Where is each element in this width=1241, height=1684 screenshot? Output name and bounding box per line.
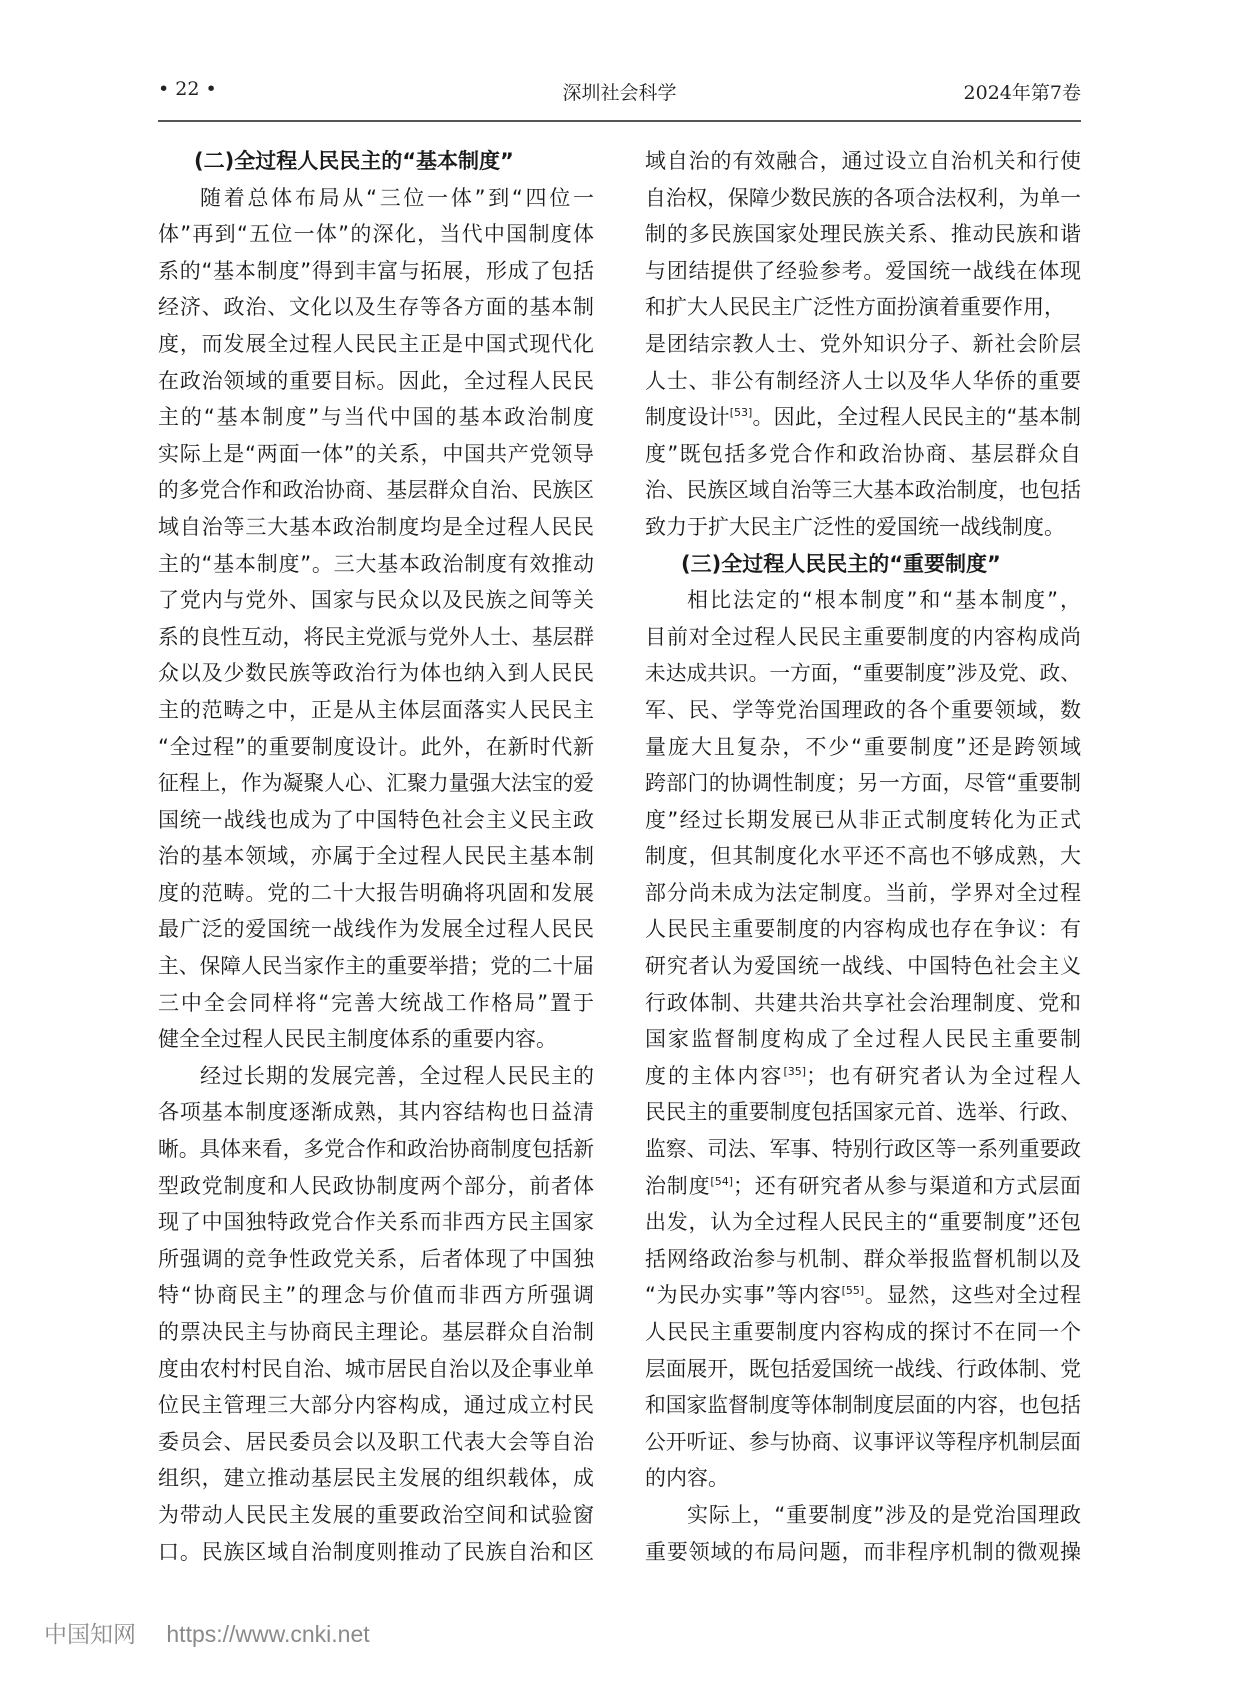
- section-heading: [645, 546, 1081, 583]
- text-line: [158, 436, 594, 473]
- line-text: 晰。具体来看，多党合作和政治协商制度包括新: [158, 1137, 594, 1162]
- line-text: “为民办实事”等内容: [645, 1283, 842, 1308]
- line-text: 致力于扩大民主广泛性的爱国统一战线制度。: [645, 514, 1065, 539]
- left-column: [158, 143, 594, 1570]
- line-text: 征程上，作为凝聚人心、汇聚力量强大法宝的爱: [158, 771, 594, 796]
- text-line: [645, 1058, 1081, 1095]
- line-text: 度由农村村民自治、城市居民自治以及企事业单: [158, 1356, 594, 1381]
- line-text: 主、保障人民当家作主的重要举措；党的二十届: [158, 954, 594, 979]
- citation-ref: [55]: [841, 1284, 865, 1298]
- right-column: [645, 143, 1081, 1570]
- text-line: [158, 619, 594, 656]
- text-line: [645, 253, 1081, 290]
- line-text: 系的良性互动，将民主党派与党外人士、基层群: [158, 624, 594, 649]
- text-line: [158, 546, 594, 583]
- text-line: [158, 1168, 594, 1205]
- text-line: [645, 1094, 1081, 1131]
- line-text: 和国家监督制度等体制制度层面的内容，也包括: [645, 1393, 1081, 1418]
- line-text: 现了中国独特政党合作关系而非西方民主国家: [158, 1210, 594, 1235]
- text-line: [645, 911, 1081, 948]
- line-text: 度”经过长期发展已从非正式制度转化为正式: [645, 807, 1081, 832]
- text-line: [158, 655, 594, 692]
- line-text: 主的“基本制度”与当代中国的基本政治制度: [158, 405, 594, 430]
- line-text: 人民民主重要制度的内容构成也存在争议：有: [645, 917, 1081, 942]
- line-text: 国统一战线也成为了中国特色社会主义民主政: [158, 807, 594, 832]
- line-text: ；还有研究者从参与渠道和方式层面: [733, 1173, 1081, 1198]
- text-line: [158, 802, 594, 839]
- line-text: 系的“基本制度”得到丰富与拓展，形成了包括: [158, 258, 594, 283]
- text-line: [645, 1131, 1081, 1168]
- header-rule: [158, 120, 1081, 122]
- line-text: 层面展开，既包括爱国统一战线、行政体制、党: [645, 1356, 1081, 1381]
- text-line: [158, 1131, 594, 1168]
- text-line: [645, 985, 1081, 1022]
- text-line: [645, 765, 1081, 802]
- running-header: [158, 78, 1081, 114]
- text-line: [158, 1314, 594, 1351]
- line-text: 和扩大人民民主广泛性方面扮演着重要作用，: [645, 295, 1065, 320]
- line-text: 主的“基本制度”。三大基本政治制度有效推动: [158, 551, 594, 576]
- text-line: [158, 1241, 594, 1278]
- line-text: 所强调的竞争性政党关系，后者体现了中国独: [158, 1246, 594, 1271]
- line-text: 域自治等三大基本政治制度均是全过程人民民: [158, 514, 594, 539]
- text-line: [645, 1204, 1081, 1241]
- line-text: 治、民族区域自治等三大基本政治制度，也包括: [645, 478, 1081, 503]
- text-line: [645, 143, 1081, 180]
- line-text: ；也有研究者认为全过程人: [806, 1063, 1081, 1088]
- text-line: [645, 619, 1081, 656]
- text-line: [645, 216, 1081, 253]
- line-text: 行政体制、共建共治共享社会治理制度、党和: [645, 990, 1081, 1015]
- text-line: [158, 729, 594, 766]
- text-line: [158, 765, 594, 802]
- cnki-watermark: [44, 1616, 394, 1649]
- line-text: “全过程”的重要制度设计。此外，在新时代新: [158, 734, 594, 759]
- text-line: [645, 399, 1081, 436]
- line-text: 是团结宗教人士、党外知识分子、新社会阶层: [645, 331, 1081, 356]
- text-line: [158, 289, 594, 326]
- line-text: 目前对全过程人民民主重要制度的内容构成尚: [645, 624, 1081, 649]
- line-text: 部分尚未成为法定制度。当前，学界对全过程: [645, 880, 1081, 905]
- text-line: [645, 802, 1081, 839]
- line-text: (二)全过程人民民主的“基本制度”: [194, 149, 514, 173]
- text-line: [158, 1534, 594, 1571]
- text-line: [158, 985, 594, 1022]
- text-line: [645, 363, 1081, 400]
- line-text: 人民民主重要制度内容构成的探讨不在同一个: [645, 1320, 1081, 1344]
- line-text: 体”再到“五位一体”的深化，当代中国制度体: [158, 222, 594, 247]
- line-text: 未达成共识。一方面，“重要制度”涉及党、政、: [645, 661, 1081, 686]
- line-text: 健全全过程人民民主制度体系的重要内容。: [158, 1027, 557, 1052]
- line-text: 制度，但其制度化水平还不高也不够成熟，大: [645, 844, 1081, 869]
- text-line: [158, 948, 594, 985]
- line-text: 民民主的重要制度包括国家元首、选举、行政、: [645, 1100, 1081, 1125]
- line-text: 在政治领域的重要目标。因此，全过程人民民: [158, 368, 594, 393]
- text-line: [645, 289, 1081, 326]
- text-line: [158, 1277, 594, 1314]
- text-line: [158, 1424, 594, 1461]
- line-text: 。因此，全过程人民民主的“基本制: [752, 405, 1081, 430]
- text-line: [645, 1314, 1081, 1351]
- line-text: 度，而发展全过程人民民主正是中国式现代化: [158, 331, 594, 356]
- line-text: 。显然，这些对全过程: [864, 1283, 1081, 1308]
- line-text: 公开听证、参与协商、议事评议等程序机制层面: [645, 1429, 1081, 1454]
- text-line: [645, 1351, 1081, 1388]
- text-line: [158, 582, 594, 619]
- citation-ref: [35]: [783, 1064, 807, 1078]
- page-number: • 22 •: [158, 78, 217, 100]
- text-line: [645, 692, 1081, 729]
- line-text: 了党内与党外、国家与民众以及民族之间等关: [158, 588, 594, 613]
- line-text: (三)全过程人民民主的“重要制度”: [681, 551, 1001, 576]
- text-line: [158, 1387, 594, 1424]
- text-line: [645, 1241, 1081, 1278]
- line-text: 度的主体内容: [645, 1063, 784, 1088]
- text-line: [645, 1497, 1081, 1534]
- text-line: [645, 838, 1081, 875]
- line-text: 量庞大且复杂，不少“重要制度”还是跨领域: [645, 734, 1081, 759]
- text-line: [645, 1534, 1081, 1571]
- text-line: [158, 216, 594, 253]
- line-text: 为带动人民民主发展的重要政治空间和试验窗: [158, 1502, 594, 1527]
- line-text: 制的多民族国家处理民族关系、推动民族和谐: [645, 222, 1081, 247]
- text-line: [645, 1168, 1081, 1205]
- line-text: 经过长期的发展完善，全过程人民民主的: [200, 1063, 594, 1088]
- line-text: 自治权，保障少数民族的各项合法权利，为单一: [645, 185, 1081, 210]
- text-line: [645, 729, 1081, 766]
- text-line: [645, 472, 1081, 509]
- text-line: [645, 582, 1081, 619]
- text-line: [158, 363, 594, 400]
- text-line: [645, 1021, 1081, 1058]
- line-text: 的内容。: [645, 1466, 729, 1491]
- line-text: 位民主管理三大部分内容构成，通过成立村民: [158, 1393, 594, 1418]
- line-text: 制度设计: [645, 405, 730, 430]
- watermark-url: https://www.cnki.net: [166, 1621, 370, 1647]
- line-text: 括网络政治参与机制、群众举报监督机制以及: [645, 1246, 1081, 1271]
- line-text: 三中全会同样将“完善大统战工作格局”置于: [158, 990, 594, 1015]
- text-line: [158, 875, 594, 912]
- text-line: [645, 509, 1081, 546]
- text-line: [645, 326, 1081, 363]
- text-line: [158, 1497, 594, 1534]
- watermark-name: 中国知网: [44, 1621, 136, 1647]
- line-text: 经济、政治、文化以及生存等各方面的基本制: [158, 295, 594, 320]
- line-text: 度的范畴。党的二十大报告明确将巩固和发展: [158, 880, 594, 905]
- text-line: [158, 1058, 594, 1095]
- text-line: [158, 1460, 594, 1497]
- text-line: [645, 948, 1081, 985]
- text-line: [645, 1387, 1081, 1424]
- line-text: 与团结提供了经验参考。爱国统一战线在体现: [645, 258, 1081, 283]
- line-text: 随着总体布局从“三位一体”到“四位一: [200, 185, 594, 210]
- line-text: 域自治的有效融合，通过设立自治机关和行使: [645, 149, 1081, 173]
- text-line: [158, 1094, 594, 1131]
- citation-ref: [54]: [710, 1174, 733, 1188]
- text-line: [158, 911, 594, 948]
- text-line: [158, 692, 594, 729]
- text-line: [158, 1204, 594, 1241]
- line-text: 各项基本制度逐渐成熟，其内容结构也日益清: [158, 1100, 594, 1125]
- text-line: [158, 326, 594, 363]
- line-text: 人士、非公有制经济人士以及华人华侨的重要: [645, 368, 1081, 393]
- line-text: 相比法定的“根本制度”和“基本制度”，: [687, 588, 1081, 613]
- journal-title: 深圳社会科学: [562, 82, 677, 104]
- text-line: [645, 1424, 1081, 1461]
- text-line: [158, 509, 594, 546]
- text-line: [158, 1351, 594, 1388]
- line-text: 的多党合作和政治协商、基层群众自治、民族区: [158, 478, 594, 503]
- line-text: 治制度: [645, 1173, 711, 1198]
- line-text: 的票决民主与协商民主理论。基层群众自治制: [158, 1320, 594, 1344]
- section-heading: [158, 143, 594, 180]
- text-line: [645, 436, 1081, 473]
- line-text: 众以及少数民族等政治行为体也纳入到人民民: [158, 661, 594, 686]
- line-text: 监察、司法、军事、特别行政区等一系列重要政: [645, 1137, 1081, 1162]
- line-text: 研究者认为爱国统一战线、中国特色社会主义: [645, 954, 1081, 979]
- line-text: 组织，建立推动基层民主发展的组织载体，成: [158, 1466, 594, 1491]
- line-text: 治的基本领域，亦属于全过程人民民主基本制: [158, 844, 594, 869]
- text-line: [158, 180, 594, 217]
- line-text: 跨部门的协调性制度；另一方面，尽管“重要制: [645, 771, 1081, 796]
- text-line: [645, 1277, 1081, 1314]
- line-text: 主的范畴之中，正是从主体层面落实人民民主: [158, 697, 594, 722]
- text-line: [645, 1460, 1081, 1497]
- line-text: 重要领域的布局问题，而非程序机制的微观操: [645, 1539, 1081, 1564]
- line-text: 特“协商民主”的理念与价值而非西方所强调: [158, 1283, 594, 1308]
- text-line: [645, 875, 1081, 912]
- text-line: [158, 399, 594, 436]
- text-line: [645, 655, 1081, 692]
- line-text: 度”既包括多党合作和政治协商、基层群众自: [645, 441, 1081, 466]
- line-text: 型政党制度和人民政协制度两个部分，前者体: [158, 1173, 594, 1198]
- text-line: [158, 838, 594, 875]
- line-text: 委员会、居民委员会以及职工代表大会等自治: [158, 1429, 594, 1454]
- line-text: 最广泛的爱国统一战线作为发展全过程人民民: [158, 917, 594, 942]
- line-text: 国家监督制度构成了全过程人民民主重要制: [645, 1027, 1081, 1052]
- text-line: [158, 472, 594, 509]
- text-line: [645, 180, 1081, 217]
- line-text: 实际上，“重要制度”涉及的是党治国理政: [687, 1502, 1081, 1527]
- line-text: 口。民族区域自治制度则推动了民族自治和区: [158, 1539, 594, 1564]
- line-text: 实际上是“两面一体”的关系，中国共产党领导: [158, 441, 594, 466]
- text-line: [158, 1021, 594, 1058]
- line-text: 军、民、学等党治国理政的各个重要领域，数: [645, 697, 1081, 722]
- text-line: [158, 253, 594, 290]
- citation-ref: [53]: [729, 406, 753, 420]
- line-text: 出发，认为全过程人民民主的“重要制度”还包: [645, 1210, 1081, 1235]
- journal-volume: 2024年第7卷: [963, 82, 1081, 104]
